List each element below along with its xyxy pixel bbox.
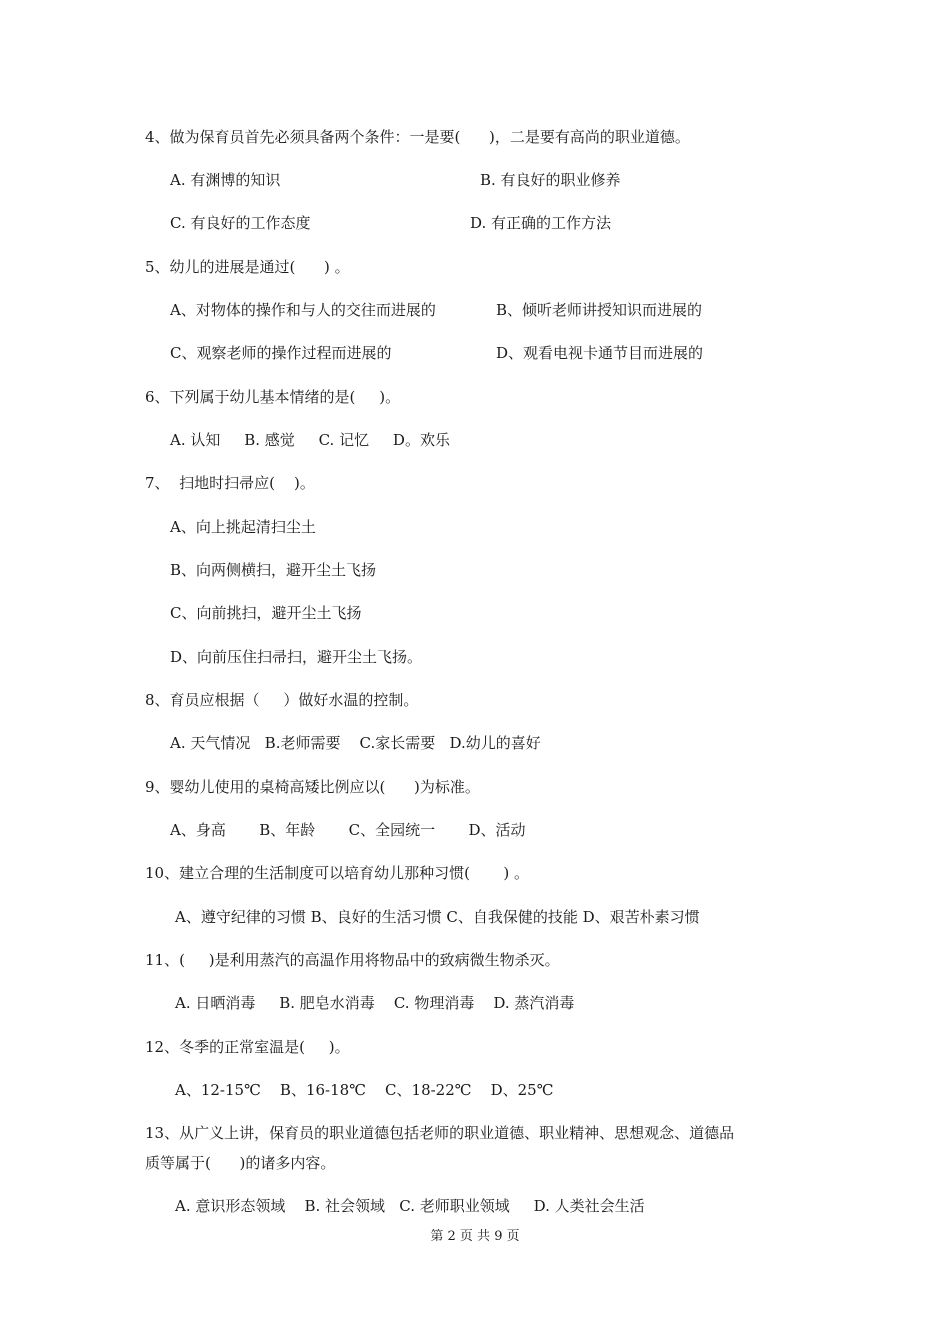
question-5-option-c: C、观察老师的操作过程而进展的 — [170, 344, 392, 362]
question-5-option-a: A、对物体的操作和与人的交往而进展的 — [170, 301, 436, 319]
question-7-option-d: D、向前压住扫帚扫，避开尘土飞扬。 — [170, 648, 423, 666]
question-12-stem: 12、冬季的正常室温是( )。 — [145, 1038, 350, 1056]
question-4-stem: 4、做为保育员首先必须具备两个条件：一是要( )，二是要有高尚的职业道德。 — [145, 128, 690, 146]
question-13-stem-line-1: 13、从广义上讲，保育员的职业道德包括老师的职业道德、职业精神、思想观念、道德品 — [145, 1124, 735, 1142]
question-13-stem-line-2: 质等属于( )的诸多内容。 — [145, 1154, 336, 1172]
question-4-option-d: D. 有正确的工作方法 — [470, 214, 612, 232]
question-7-stem: 7、 扫地时扫帚应( )。 — [145, 474, 315, 492]
question-5-stem: 5、幼儿的进展是通过( ) 。 — [145, 258, 350, 276]
page-number-footer: 第 2 页 共 9 页 — [430, 1229, 520, 1244]
question-10-stem: 10、建立合理的生活制度可以培育幼儿那种习惯( ) 。 — [145, 864, 529, 882]
question-11-options: A. 日晒消毒 B. 肥皂水消毒 C. 物理消毒 D. 蒸汽消毒 — [175, 994, 575, 1012]
question-5-option-d: D、观看电视卡通节目而进展的 — [496, 344, 704, 362]
question-4-option-c: C. 有良好的工作态度 — [170, 214, 311, 232]
question-6-options: A. 认知 B. 感觉 C. 记忆 D。欢乐 — [170, 431, 450, 449]
question-8-stem: 8、育员应根据（ ）做好水温的控制。 — [145, 691, 419, 709]
question-9-options: A、身高 B、年龄 C、全园统一 D、活动 — [170, 821, 526, 839]
question-11-stem: 11、( )是利用蒸汽的高温作用将物品中的致病微生物杀灭。 — [145, 951, 560, 969]
question-12-options: A、12-15℃ B、16-18℃ C、18-22℃ D、25℃ — [175, 1081, 554, 1099]
question-9-stem: 9、婴幼儿使用的桌椅高矮比例应以( )为标准。 — [145, 778, 480, 796]
question-4-option-a: A. 有渊博的知识 — [170, 171, 281, 189]
question-10-options: A、遵守纪律的习惯 B、良好的生活习惯 C、自我保健的技能 D、艰苦朴素习惯 — [175, 908, 700, 926]
question-4-option-b: B. 有良好的职业修养 — [480, 171, 621, 189]
question-13-options: A. 意识形态领域 B. 社会领域 C. 老师职业领域 D. 人类社会生活 — [175, 1197, 645, 1215]
question-6-stem: 6、下列属于幼儿基本情绪的是( )。 — [145, 388, 401, 406]
question-5-option-b: B、倾听老师讲授知识而进展的 — [496, 301, 703, 319]
question-8-options: A. 天气情况 B.老师需要 C.家长需要 D.幼儿的喜好 — [170, 734, 541, 752]
question-7-option-b: B、向两侧横扫，避开尘土飞扬 — [170, 561, 377, 579]
question-7-option-a: A、向上挑起清扫尘土 — [170, 518, 316, 536]
question-7-option-c: C、向前挑扫，避开尘土飞扬 — [170, 604, 362, 622]
